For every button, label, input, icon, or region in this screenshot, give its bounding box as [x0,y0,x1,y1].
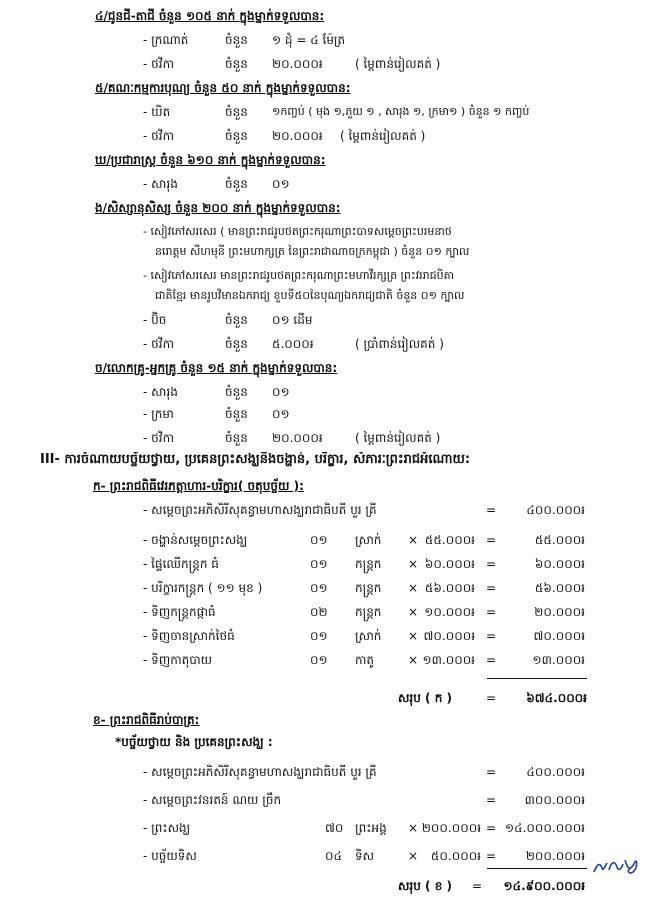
book-item-line: នរោត្តម សីហមុនី ព្រះមហាក្សត្រ នៃព្រះរាជាណាចក្រកម្ពុជា ) ចំនួន ០១ ក្បាល [155,245,470,258]
list-item-value: ០១ ដើម [272,313,313,327]
equals-sign: = [486,557,497,571]
book-item-line: - សៀវភៅសរសេរ មានព្រះរាជរូបថតព្រះករុណាព្រះមហាវីរក្សត្រ ព្រះវររាជបិតា [143,269,455,282]
list-item-unit: ចំនួន [225,57,248,71]
list-item-note: ( ម្តៃពាន់រៀលគត់ ) [355,431,441,445]
table-row-total: ៥៦.០០០៛ [534,581,585,595]
table-row-total: ៧០.០០០៛ [533,629,585,643]
subtotal-kha-value: ១៤.៩០០.០០០៛ [503,879,585,893]
sub-kha-heading: ខ- ព្រះរាជពិធីរាប់បាត្រ: [93,713,200,727]
table-row-unit: កន្ត្រក [355,605,382,619]
list-item-label: - ក្រមា [143,407,174,421]
table-row-price: ៧០.០០០៛ [423,629,475,643]
list-item-unit: ចំនួន [225,431,248,445]
table-row-qty: ០៤ [325,849,342,863]
table-row-item: - សម្តេចព្រះវនរតន៍ ណយ ច្រឹក [143,793,282,807]
list-item-unit: ចំនួន [225,33,248,47]
times-sign: × [408,629,419,643]
table-row-qty: ០១ [310,557,328,571]
table-row-price: ១៣.០០០៛ [422,653,475,667]
handwritten-initial-signature [591,854,641,878]
times-sign: × [408,605,419,619]
table-row-price: ១០.០០០៛ [424,605,475,619]
list-item-value: ៥.០០០៛ [272,337,314,351]
table-row-price: ៥៦.០០០៛ [424,581,475,595]
table-row-qty: ០១ [310,653,328,667]
equals-sign: = [472,879,483,893]
sub-ka-heading: ក- ព្រះរាជពិធីវេរភត្តាហារ-បរិក្ខារ( ចតុបច្ច័យ ): [93,479,304,493]
equals-sign: = [486,793,497,807]
list-item-value: ២០.០០០៛ [272,57,323,71]
list-item-note: ( ប្រាំពាន់រៀលគត់ ) [355,337,444,351]
list-item-unit: ចំនួន [225,407,248,421]
table-row-item: - ទិញចានស្រាក់ថៃធំ [143,629,235,643]
times-sign: × [408,849,419,863]
times-sign: × [408,557,419,571]
list-item-value: ០១ [272,385,290,399]
table-row-total: ១៤.០០០.០០០៛ [505,821,585,835]
table-row-price: ៥០.០០០៛ [430,849,481,863]
book-item-line: ជាតិខ្មែរ មានរូបវិមានឯករាជ្យ ខួបទី៥០នៃបុណ្យឯករាជ្យជាតិ ចំនួន ០១ ក្បាល [155,289,465,302]
list-item-label: - ប៊ិច [143,313,167,327]
table-row-item: - ទិញកន្ត្រកផ្កាធំ [143,605,216,619]
list-item-label: - ឃិត [143,105,171,119]
list-item-value: ១កញ្ចប់ ( មុង ១,ភួយ ១ , សារុង ១, ក្រមា១ ) ចំនួន ១ កញ្ចប់ [272,105,530,118]
section-e-heading: ៥/គណៈកម្មការបុណ្យ ចំនួន ៥០ នាក់ ក្នុងម្នាក់ទទួលបាន: [95,81,351,95]
times-sign: × [408,821,419,835]
table-row-price: ៥៥.០០០៛ [424,533,475,547]
section-d-heading: ៤/ជូនជី-តាជី ចំនួន ១០៥ នាក់ ក្នុងម្នាក់ទទួលបាន: [95,9,325,23]
list-item-label: - សារុង [143,385,178,399]
table-row-item: - ទិញកាតុបាយ [143,653,213,667]
table-row-item: - បរិក្ខារកន្ត្រក ( ១១ មុខ ) [143,581,263,595]
table-row-total: ២០.០០០៛ [534,605,585,619]
table-row-qty: ៧០ [325,821,344,835]
equals-sign: = [486,605,497,619]
table-row-price: ២០០.០០០៛ [421,821,481,835]
table-row-total: ៦០.០០០៛ [534,557,585,571]
times-sign: × [408,653,419,667]
equals-sign: = [486,533,497,547]
equals-sign: = [486,765,497,779]
table-row-total: ៥៥.០០០៛ [534,533,585,547]
table-row-total: ៣០០.០០០៛ [524,793,585,807]
row-total: ៤០០.០០០៛ [526,503,585,517]
list-item-label: - សម្តេចព្រះអភិសិរីសុគន្ធាមហាសង្ឃរាជាធិបតី បួរ គ្រី [143,503,377,517]
times-sign: × [408,533,419,547]
table-row-qty: ០១ [310,533,328,547]
equals-sign: = [486,629,497,643]
list-item-value: ២០.០០០៛ [272,129,323,143]
list-item-unit: ចំនួន [225,385,248,399]
equals-sign: = [486,653,497,667]
table-row-unit: កាតូ [355,653,375,667]
list-item-unit: ចំនួន [225,337,248,351]
list-item-value: ០១ [272,177,290,191]
list-item-label: - ថវិកា [143,431,174,445]
table-row-item: - បច្ច័យទិស [143,849,197,863]
list-item-label: - ក្រណាត់ [143,33,189,47]
equals-sign: = [486,581,497,595]
list-item-unit: ចំនួន [225,177,248,191]
equals-sign: = [486,691,497,705]
table-row-total: ១៣.០០០៛ [532,653,585,667]
sum-divider [487,678,587,679]
list-item-label: - ថវិកា [143,57,174,71]
table-row-unit: ព្រះអង្គ [355,821,387,835]
equals-sign: = [486,503,497,517]
list-item-note: ( ម្តៃពាន់រៀលគត់ ) [340,129,426,143]
subtotal-ka-value: ៦៧៤.០០០៛ [526,691,587,705]
table-row-unit: ស្រាក់ [355,629,382,643]
table-row-qty: ០១ [310,629,328,643]
table-row-qty: ០១ [310,581,328,595]
list-item-unit: ចំនួន [225,105,248,119]
table-row-price: ៦០.០០០៛ [424,557,475,571]
table-row-unit: កន្ត្រក [355,557,382,571]
list-item-value: ០១ [272,407,290,421]
table-row-unit: ទិស [355,849,375,863]
equals-sign: = [486,849,497,863]
table-row-item: - ផ្ទៃឈើកន្ត្រក ធំ [143,557,219,571]
sub-kha-subheading: *បច្ច័យថ្វាយ និង ប្រគេនព្រះសង្ឃ : [115,735,273,749]
list-item-label: - ថវិកា [143,129,174,143]
list-item-note: ( ម្តៃពាន់រៀលគត់ ) [355,57,441,71]
times-sign: × [408,581,419,595]
table-row-unit: កន្ត្រក [355,581,382,595]
book-item-line: - សៀវភៅសរសេរ ( មានព្រះរាជរូបថតព្រះករុណាព្រះបាទសម្តេចព្រះបរមនាថ [143,225,452,238]
subtotal-kha-label: សរុប ( ខ ) [398,879,452,893]
list-item-value: ២០.០០០៛ [272,431,323,445]
table-row-total: ៤០០.០០០៛ [526,765,585,779]
part-three-heading: III- ការចំណាយបច្ច័យថ្វាយ, ប្រគេនព្រះសង្ឃនិងចង្ហាន់, បរិក្ខារ, សំភារៈព្រះរាជអំណោយ: [40,452,471,467]
list-item-label: - សារុង [143,177,178,191]
subtotal-ka-label: សរុប ( ក ) [398,691,452,705]
table-row-item: - សម្តេចព្រះអភិសិរីសុគន្ធាមហាសង្ឃរាជាធិបតី បួរ គ្រី [143,765,377,779]
section-h-heading: ច/លោកគ្រូ-អ្នកគ្រូ ចំនួន ១៥ នាក់ ក្នុងម្នាក់ទទួលបាន: [95,361,338,375]
table-row-total: ២០០.០០០៛ [525,849,585,863]
equals-sign: = [486,821,497,835]
list-item-value: ១ ដុំ = ៤ ម៉ែត្រ [272,33,346,47]
table-row-item: - ព្រះសង្ឃ [143,821,191,835]
list-item-unit: ចំនួន [225,313,248,327]
table-row-qty: ០២ [310,605,328,619]
section-f-heading: ឃ/ប្រជារាស្ត្រ ចំនួន ៦១០ នាក់ ក្នុងម្នាក់ទទួលបាន: [95,153,326,167]
list-item-label: - ថវិកា [143,337,174,351]
table-row-item: - ចង្ហាន់សម្តេចព្រះសង្ឃ [143,533,248,547]
section-g-heading: ង/សិស្សានុសិស្ស ចំនួន ២០០ នាក់ ក្នុងម្នាក់ទទួលបាន: [95,201,341,215]
table-row-unit: ស្រាក់ [355,533,382,547]
sum-divider [487,868,587,869]
list-item-unit: ចំនួន [225,129,248,143]
